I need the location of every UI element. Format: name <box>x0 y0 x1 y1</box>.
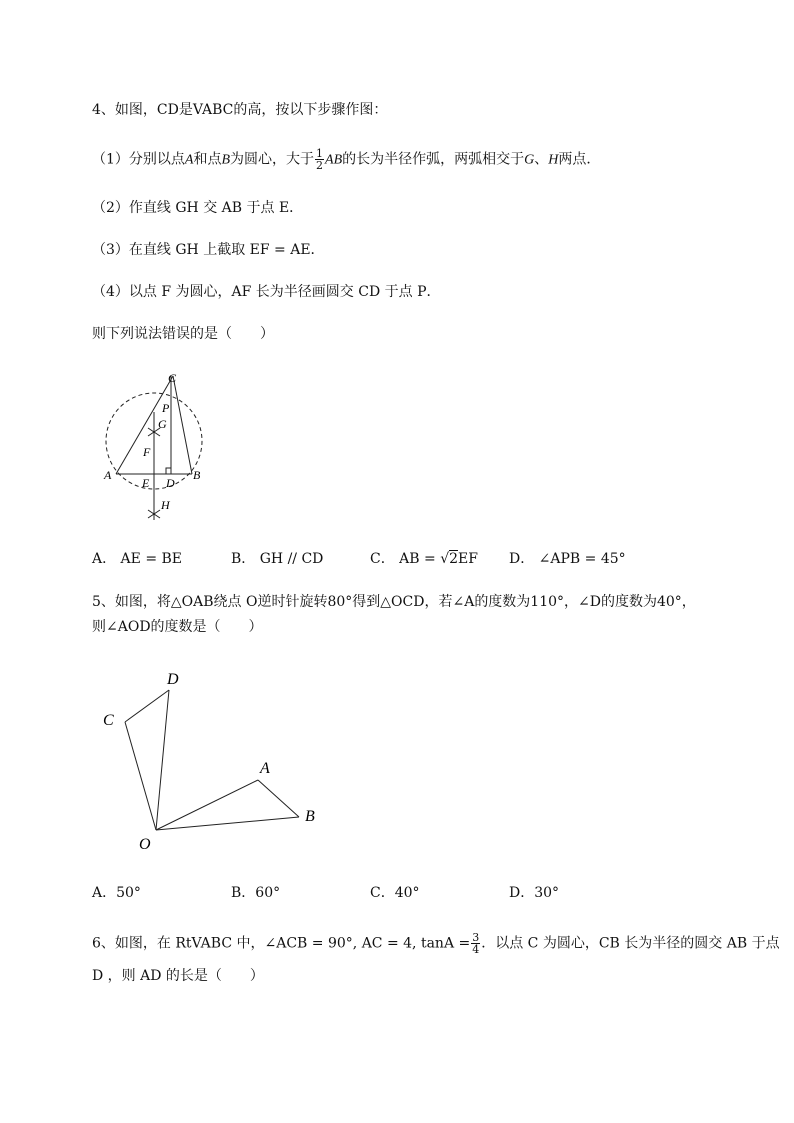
q5-fig-label-b: B <box>305 808 315 825</box>
q4-step1: （1）分别以点A和点B为圆心，大于 $\frac{1}{2}$ AB的长为半径作弧，两弧相交于G、H两点． <box>92 147 601 172</box>
q4-fig-label-e: E <box>142 476 150 490</box>
q5-option-b[interactable]: B．60° <box>231 885 281 901</box>
q4-step1-part-b: 和点 <box>193 151 222 168</box>
q4-option-a[interactable]: A． AE = BE <box>92 551 183 567</box>
q5-side-cd <box>125 690 169 722</box>
q6-line2: D ，则 AD 的长是（ ） <box>92 968 264 984</box>
q5-side-od <box>156 690 169 830</box>
q4-step1-part-a: （1）分别以点 <box>92 151 185 168</box>
q5-figure <box>96 664 328 858</box>
q6-tan-fraction <box>471 932 480 955</box>
q4-step1-part-e: 两点． <box>558 151 601 168</box>
q5-line1: 5、如图，将△OAB绕点 O逆时针旋转80°得到△OCD，若∠A的度数为110°，∠D的度数为40°， <box>92 594 696 610</box>
q5-side-oc <box>125 722 156 830</box>
q4-frac-den: 2 <box>316 159 324 172</box>
q6-frac-den: 4 <box>472 943 480 956</box>
q4-fig-label-p: P <box>162 401 170 415</box>
q5-option-c[interactable]: C．40° <box>370 885 420 901</box>
q4-frac-num: 1 <box>316 147 324 160</box>
q5-option-a[interactable]: A．50° <box>92 885 141 901</box>
q4-label-h: H <box>548 152 559 168</box>
q4-figure <box>100 368 212 524</box>
q4-half-fraction <box>315 148 324 171</box>
q6-frac-num: 3 <box>472 931 480 944</box>
q4-label-g: G <box>524 152 535 168</box>
q4-stem: 4、如图，CD是VABC的高，按以下步骤作图： <box>92 102 388 118</box>
q4-label-ab: AB <box>325 152 343 168</box>
q4-option-b[interactable]: B． GH // CD <box>231 551 324 567</box>
q5-side-ab <box>258 780 299 817</box>
q4-question: 则下列说法错误的是（ ） <box>92 326 274 342</box>
q6-line1-part-a: 6、如图，在 RtVABC 中，∠ACB = 90°, AC = 4, tanA = <box>92 935 471 952</box>
q4-fig-label-h: H <box>161 498 170 512</box>
q4-side-bc <box>173 376 192 474</box>
q4-label-b: B <box>221 152 231 168</box>
q4-fig-label-b: B <box>193 468 201 482</box>
q4-option-c-suffix: EF <box>458 551 478 567</box>
q4-option-d[interactable]: D． ∠APB = 45° <box>509 551 626 567</box>
q4-fig-label-f: F <box>143 445 151 459</box>
q4-step1-part-c: 为圆心，大于 <box>230 151 315 168</box>
q4-step4: （4）以点 F 为圆心，AF 长为半径画圆交 CD 于点 P． <box>92 284 441 300</box>
q4-fig-label-a: A <box>104 468 112 482</box>
q4-step1-part-d: 的长为半径作弧，两弧相交于 <box>342 151 525 168</box>
q6-line1 <box>92 932 780 955</box>
q6-line1-part-b: ．以点 C 为圆心，CB 长为半径的圆交 AB 于点 <box>481 935 780 952</box>
q4-sqrt-radicand: 2 <box>449 551 459 567</box>
q5-fig-label-a: A <box>260 760 270 777</box>
q5-line2: 则∠AOD的度数是（ ） <box>92 619 263 635</box>
q4-step3: （3）在直线 GH 上截取 EF = AE． <box>92 242 325 258</box>
q4-step2: （2）作直线 GH 交 AB 于点 E． <box>92 200 304 216</box>
q5-fig-label-o: O <box>139 836 151 853</box>
q4-right-angle-mark <box>166 468 171 474</box>
q4-option-c-prefix: C． AB = <box>370 551 441 567</box>
q4-label-a: A <box>184 152 194 168</box>
q5-option-d[interactable]: D．30° <box>509 885 560 901</box>
q4-option-c[interactable] <box>370 549 478 569</box>
q5-fig-label-d: D <box>167 671 179 688</box>
q4-fig-label-g: G <box>158 417 167 431</box>
q4-fig-label-c: C <box>168 371 177 385</box>
q4-sqrt-sign: √ <box>440 551 450 567</box>
q5-fig-label-c: C <box>103 712 114 729</box>
q4-fig-label-d: D <box>166 476 175 490</box>
